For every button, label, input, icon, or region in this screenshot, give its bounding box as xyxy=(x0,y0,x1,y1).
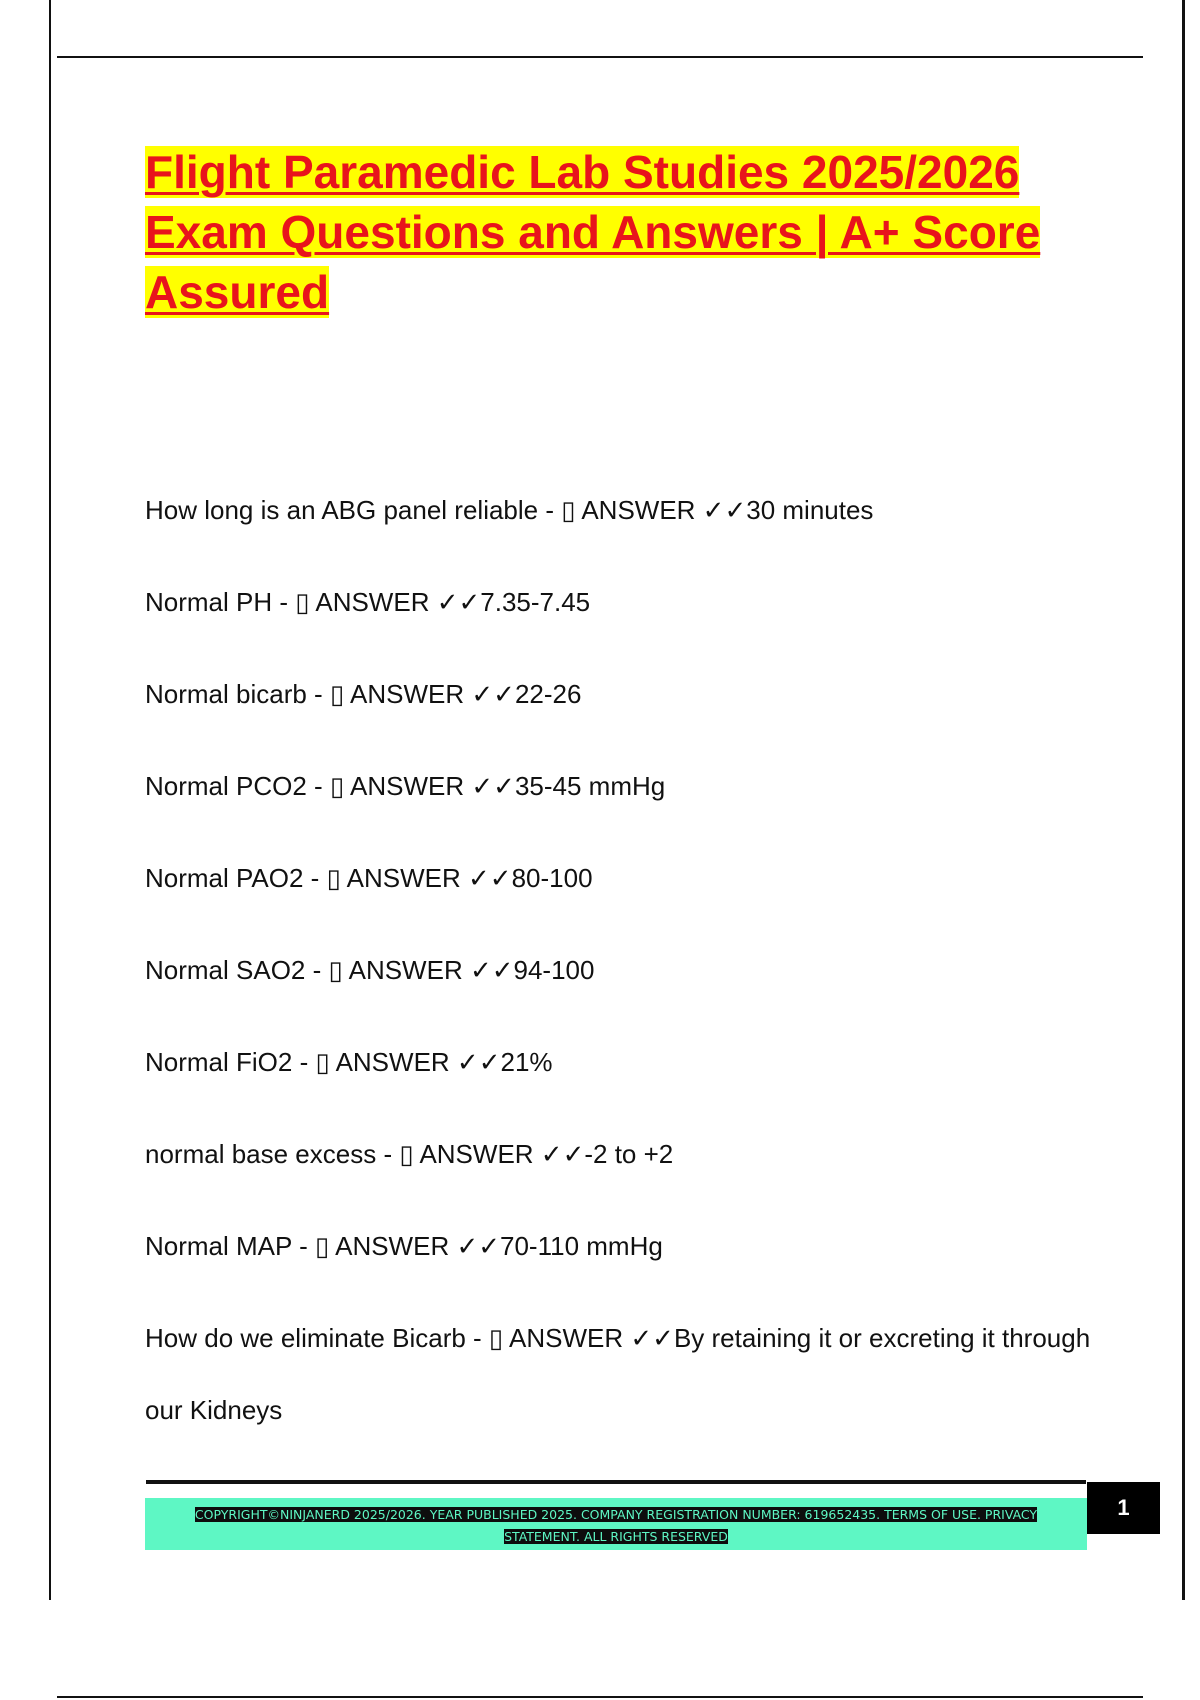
qa-item xyxy=(145,474,1095,566)
answer-marker: ▯ ANSWER ✓✓ xyxy=(315,1047,501,1077)
question-text: Normal bicarb xyxy=(145,679,307,709)
answer-marker: ▯ ANSWER ✓✓ xyxy=(399,1139,585,1169)
qa-item xyxy=(145,1210,1095,1302)
answer-marker: ▯ ANSWER ✓✓ xyxy=(561,495,747,525)
answer-text: 21% xyxy=(500,1047,553,1077)
answer-text: 30 minutes xyxy=(746,495,874,525)
question-text: Normal SAO2 xyxy=(145,955,306,985)
answer-marker: ▯ ANSWER ✓✓ xyxy=(328,955,514,985)
answer-text: -2 to +2 xyxy=(584,1139,674,1169)
question-text: Normal MAP xyxy=(145,1231,292,1261)
question-text: Normal PCO2 xyxy=(145,771,307,801)
separator: - xyxy=(306,771,330,801)
footer-copyright-text: COPYRIGHT©NINJANERD 2025/2026. YEAR PUBLISHED 2025. COMPANY REGISTRATION NUMBER: 619652435. TERMS OF USE. PRIVACY STATEMENT. ALL RIGHTS RESERVED xyxy=(194,1507,1038,1544)
answer-marker: ▯ ANSWER ✓✓ xyxy=(315,1231,501,1261)
question-text: How do we eliminate Bicarb xyxy=(145,1323,466,1353)
question-text: Normal PAO2 xyxy=(145,863,304,893)
qa-item xyxy=(145,842,1095,934)
question-text: Normal FiO2 xyxy=(145,1047,293,1077)
answer-text: 7.35-7.45 xyxy=(480,587,591,617)
answer-text: 22-26 xyxy=(514,679,582,709)
qa-item xyxy=(145,1026,1095,1118)
qa-item xyxy=(145,1302,1095,1446)
qa-item xyxy=(145,934,1095,1026)
separator: - xyxy=(538,495,562,525)
answer-marker: ▯ ANSWER ✓✓ xyxy=(326,863,512,893)
separator: - xyxy=(291,1231,315,1261)
answer-text: 94-100 xyxy=(513,955,595,985)
separator: - xyxy=(303,863,327,893)
question-text: How long is an ABG panel reliable xyxy=(145,495,539,525)
document-title xyxy=(145,142,1145,322)
separator: - xyxy=(292,1047,316,1077)
separator: - xyxy=(305,955,329,985)
footer-copyright xyxy=(168,1504,1064,1548)
answer-marker: ▯ ANSWER ✓✓ xyxy=(488,1323,674,1353)
separator: - xyxy=(465,1323,489,1353)
qa-item xyxy=(145,566,1095,658)
answer-marker: ▯ ANSWER ✓✓ xyxy=(295,587,481,617)
question-text: Normal PH xyxy=(145,587,273,617)
answer-marker: ▯ ANSWER ✓✓ xyxy=(329,679,515,709)
separator: - xyxy=(272,587,296,617)
page-right-border xyxy=(1182,0,1185,1600)
question-text: normal base excess xyxy=(145,1139,377,1169)
answer-text: 35-45 mmHg xyxy=(514,771,666,801)
qa-list xyxy=(145,474,1095,1446)
answer-text: By retaining it or excreting it through our Kidneys xyxy=(145,1323,1091,1425)
answer-marker: ▯ ANSWER ✓✓ xyxy=(329,771,515,801)
next-page-rule xyxy=(57,1696,1143,1698)
qa-item xyxy=(145,1118,1095,1210)
separator: - xyxy=(306,679,330,709)
footer-rule xyxy=(146,1480,1086,1484)
answer-text: 70-110 mmHg xyxy=(500,1231,663,1261)
page-number: 1 xyxy=(1087,1482,1160,1534)
qa-item xyxy=(145,658,1095,750)
qa-item xyxy=(145,750,1095,842)
answer-text: 80-100 xyxy=(511,863,593,893)
header-rule xyxy=(57,56,1143,58)
separator: - xyxy=(376,1139,400,1169)
page-left-border xyxy=(49,0,51,1600)
document-title-text: Flight Paramedic Lab Studies 2025/2026 Exam Questions and Answers | A+ Score Assured xyxy=(145,146,1041,318)
